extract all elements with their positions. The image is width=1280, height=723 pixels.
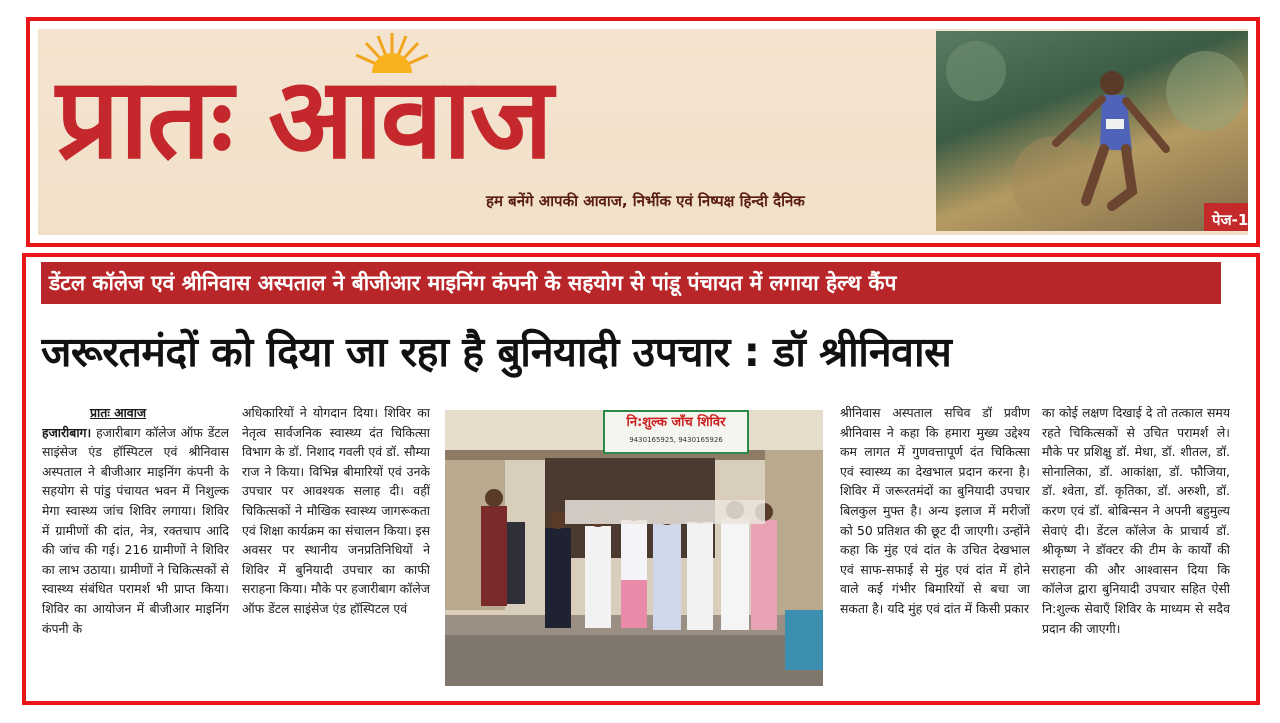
photo-banner-numbers: 9430165925, 9430165926 <box>629 436 723 444</box>
article-column-2 <box>242 403 430 619</box>
athlete-illustration <box>936 31 1248 231</box>
article-dateline: हजारीबाग। <box>42 424 92 440</box>
article-column-2-text: अधिकारियों ने योगदान दिया। शिविर का नेतृत्व सार्वजनिक स्वास्थ्य दंत चिकित्सा विभाग के डॉ. निशाद गवली एवं डॉ. सौम्या राज ने किया। विभिन्न बीमारियों एवं उनके उपचार पर आवश्यक सलाह दी। वहीं चिकित्सकों ने मौखिक स्वास्थ्य जागरूकता एवं शिक्षा कार्यक्रम का संचालन किया। इस अवसर पर स्थानीय जनप्रतिनिधियों ने शिविर में बुनियादी उपचार का काफी सराहना किया। मौके पर हजारीबाग कॉलेज ऑफ डेंटल साइंसेज एंड हॉस्पिटल एवं <box>242 405 430 616</box>
news-article <box>22 253 1260 705</box>
article-kicker: डेंटल कॉलेज एवं श्रीनिवास अस्पताल ने बीजीआर माइनिंग कंपनी के सहयोग से पांडू पंचायत में लगाया हेल्थ कैंप <box>41 262 1221 304</box>
article-column-3 <box>840 403 1030 619</box>
article-byline: प्रातः आवाज <box>90 405 147 420</box>
article-column-4-text: का कोई लक्षण दिखाई दे तो तत्काल समय रहते चिकित्सकों से उचित परामर्श ले। मौके पर प्रशिक्षु डॉ. मेधा, डॉ. शीतल, डॉ. सोनालिका, डॉ. आकांक्षा, डॉ. फौजिया, डॉ. श्वेता, डॉ. कृतिका, डॉ. अरुशी, डॉ. करण एवं डॉ. बोबिन्सन ने अपनी बहुमुल्य सेवाएं दी। डेंटल कॉलेज के प्राचार्य डॉ. श्रीकृष्ण ने डॉक्टर की टीम के कार्यों की सराहना की और आश्वासन दिया कि कॉलेज द्वारा बुनियादी उपचार सहित ऐसी नि:शुल्क सेवाएँ शिविर के माध्यम से सदैव प्रदान की जाएगी। <box>1042 405 1230 636</box>
masthead-athlete-photo <box>936 31 1248 231</box>
article-column-1 <box>42 403 229 638</box>
health-camp-group-photo <box>445 410 823 686</box>
page-number-badge: पेज-1 <box>1204 203 1248 231</box>
photo-camp-banner <box>603 410 749 454</box>
newspaper-logo-title: प्रातः आवाज <box>56 54 552 184</box>
article-column-1-text: हजारीबाग कॉलेज ऑफ डेंटल साइंसेज एंड हॉस्पिटल एवं श्रीनिवास अस्पताल ने बीजीआर माइनिंग कंपनी के सहयोग से पांडु पंचायत भवन में निशुल्क मेगा स्वास्थ्य जांच शिविर लगाया। शिविर में ग्रामीणों की दांत, नेत्र, रक्तचाप आदि की जांच की गई। 216 ग्रामीणों ने शिविर का लाभ उठाया। ग्रामीणों ने चिकित्सकों से स्वास्थ्य संबंधित परामर्श भी प्राप्त किया। शिविर का आयोजन में बीजीआर माइनिंग कंपनी के <box>42 424 229 636</box>
masthead <box>26 17 1260 247</box>
article-column-4 <box>1042 403 1230 638</box>
masthead-panel <box>38 29 1248 235</box>
photo-banner-title: नि:शुल्क जाँच शिविर <box>626 415 726 430</box>
article-headline: जरूरतमंदों को दिया जा रहा है बुनियादी उपचार : डॉ श्रीनिवास <box>41 328 952 376</box>
article-column-3-text: श्रीनिवास अस्पताल सचिव डॉ प्रवीण श्रीनिवास ने कहा कि हमारा मुख्य उद्देश्य कम लागत में गुणवत्तापूर्ण दंत चिकित्सा एवं स्वास्थ्य का देखभाल प्रदान करना है। शिविर में जरूरतमंदों का बुनियादी उपचार बिलकुल मुफ्त है। अन्य इलाज में मरीजों को 50 प्रतिशत की छूट दी जाएगी। उन्होंने कहा कि मुंह एवं दांत के उचित देखभाल एवं साफ-सफाई से मुंह एवं दांत में होने वाले कई गंभीर बिमारियों से बचा जा सकता है। यदि मुंह एवं दांत में किसी प्रकार <box>840 405 1030 616</box>
masthead-tagline: हम बनेंगे आपकी आवाज, निर्भीक एवं निष्पक्ष हिन्दी दैनिक <box>486 192 805 210</box>
